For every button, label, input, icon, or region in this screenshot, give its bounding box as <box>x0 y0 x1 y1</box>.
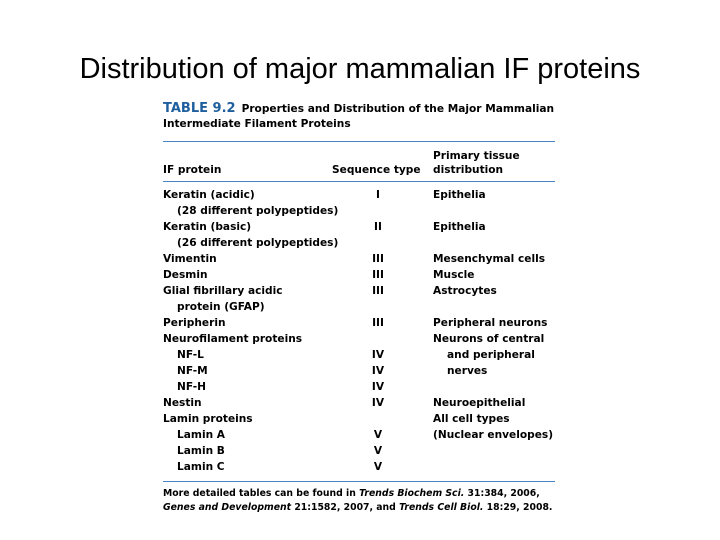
data-table <box>163 101 563 521</box>
table-number: TABLE 9.2 <box>163 101 236 116</box>
cell-distribution: Epithelia <box>433 189 486 201</box>
table-row <box>163 251 563 267</box>
cell-sequence-type: IV <box>371 365 385 377</box>
table-row <box>163 443 563 459</box>
table-title-line1: Properties and Distribution of the Major Mammalian <box>241 103 555 115</box>
cell-sequence-type: I <box>376 189 380 201</box>
cell-protein: (28 different polypeptides) <box>177 205 339 217</box>
cell-distribution: (Nuclear envelopes) <box>433 429 554 441</box>
cell-distribution: Peripheral neurons <box>433 317 548 329</box>
cell-distribution: Astrocytes <box>433 285 497 297</box>
table-row <box>163 315 563 331</box>
table-bottom-rule <box>163 481 555 482</box>
table-row <box>163 363 563 379</box>
table-row <box>163 395 563 411</box>
cell-distribution: All cell types <box>433 413 510 425</box>
cell-protein: Lamin A <box>177 429 225 441</box>
cell-distribution: Epithelia <box>433 221 486 233</box>
table-row <box>163 235 563 251</box>
cell-distribution: Mesenchymal cells <box>433 253 546 265</box>
table-header-rule <box>163 181 555 182</box>
cell-protein: Keratin (acidic) <box>163 189 255 201</box>
cell-sequence-type: II <box>374 221 382 233</box>
cell-protein: NF-H <box>177 381 207 393</box>
cell-sequence-type: III <box>372 285 384 297</box>
table-title-line2: Intermediate Filament Proteins <box>163 118 351 130</box>
footnote-ref-2: Genes and Development <box>163 502 292 513</box>
table-row <box>163 459 563 475</box>
footnote-ref-1: Trends Biochem Sci. <box>359 488 465 499</box>
cell-sequence-type: V <box>373 445 383 457</box>
table-caption <box>163 101 563 132</box>
cell-sequence-type: IV <box>371 397 385 409</box>
cell-sequence-type: III <box>372 253 384 265</box>
cell-distribution: and peripheral <box>447 349 535 361</box>
cell-protein: Keratin (basic) <box>163 221 252 233</box>
table-row <box>163 331 563 347</box>
cell-distribution: Neuroepithelial <box>433 397 526 409</box>
table-row <box>163 187 563 203</box>
table-row <box>163 347 563 363</box>
cell-protein: Lamin C <box>177 461 225 473</box>
cell-protein: (26 different polypeptides) <box>177 237 339 249</box>
cell-sequence-type: V <box>373 429 383 441</box>
footnote-text-1: More detailed tables can be found in <box>163 488 360 499</box>
table-row <box>163 267 563 283</box>
cell-protein: Vimentin <box>163 253 217 265</box>
footnote-ref-3: Trends Cell Biol. <box>399 502 484 513</box>
cell-sequence-type: III <box>372 317 384 329</box>
table-footnote <box>163 487 563 515</box>
cell-sequence-type: V <box>373 461 383 473</box>
cell-protein: Nestin <box>163 397 202 409</box>
cell-protein: Glial fibrillary acidic <box>163 285 283 297</box>
column-header-distribution-line2: distribution <box>433 164 504 176</box>
table-row <box>163 411 563 427</box>
footnote-text-2: 31:384, 2006, <box>464 488 540 499</box>
column-header-distribution-line1: Primary tissue <box>433 150 520 162</box>
table-row <box>163 427 563 443</box>
cell-distribution: Muscle <box>433 269 475 281</box>
cell-protein: Lamin B <box>177 445 225 457</box>
cell-protein: NF-M <box>177 365 208 377</box>
column-header-distribution <box>433 149 520 177</box>
cell-sequence-type: IV <box>371 381 385 393</box>
table-row <box>163 299 563 315</box>
cell-protein: Desmin <box>163 269 208 281</box>
cell-protein: protein (GFAP) <box>177 301 265 313</box>
table-row <box>163 283 563 299</box>
table-row <box>163 219 563 235</box>
cell-sequence-type: III <box>372 269 384 281</box>
slide-title: Distribution of major mammalian IF proteins <box>79 53 641 85</box>
cell-protein: Lamin proteins <box>163 413 253 425</box>
cell-sequence-type: IV <box>371 349 385 361</box>
table-row <box>163 379 563 395</box>
cell-protein: Neurofilament proteins <box>163 333 303 345</box>
footnote-text-3: 21:1582, 2007, and <box>291 502 400 513</box>
table-row <box>163 203 563 219</box>
cell-distribution: Neurons of central <box>433 333 545 345</box>
cell-distribution: nerves <box>447 365 488 377</box>
column-header-sequence: Sequence type <box>332 164 421 176</box>
cell-protein: NF-L <box>177 349 204 361</box>
cell-protein: Peripherin <box>163 317 226 329</box>
column-header-protein: IF protein <box>163 164 222 176</box>
table-top-rule <box>163 141 555 142</box>
footnote-text-4: 18:29, 2008. <box>483 502 553 513</box>
